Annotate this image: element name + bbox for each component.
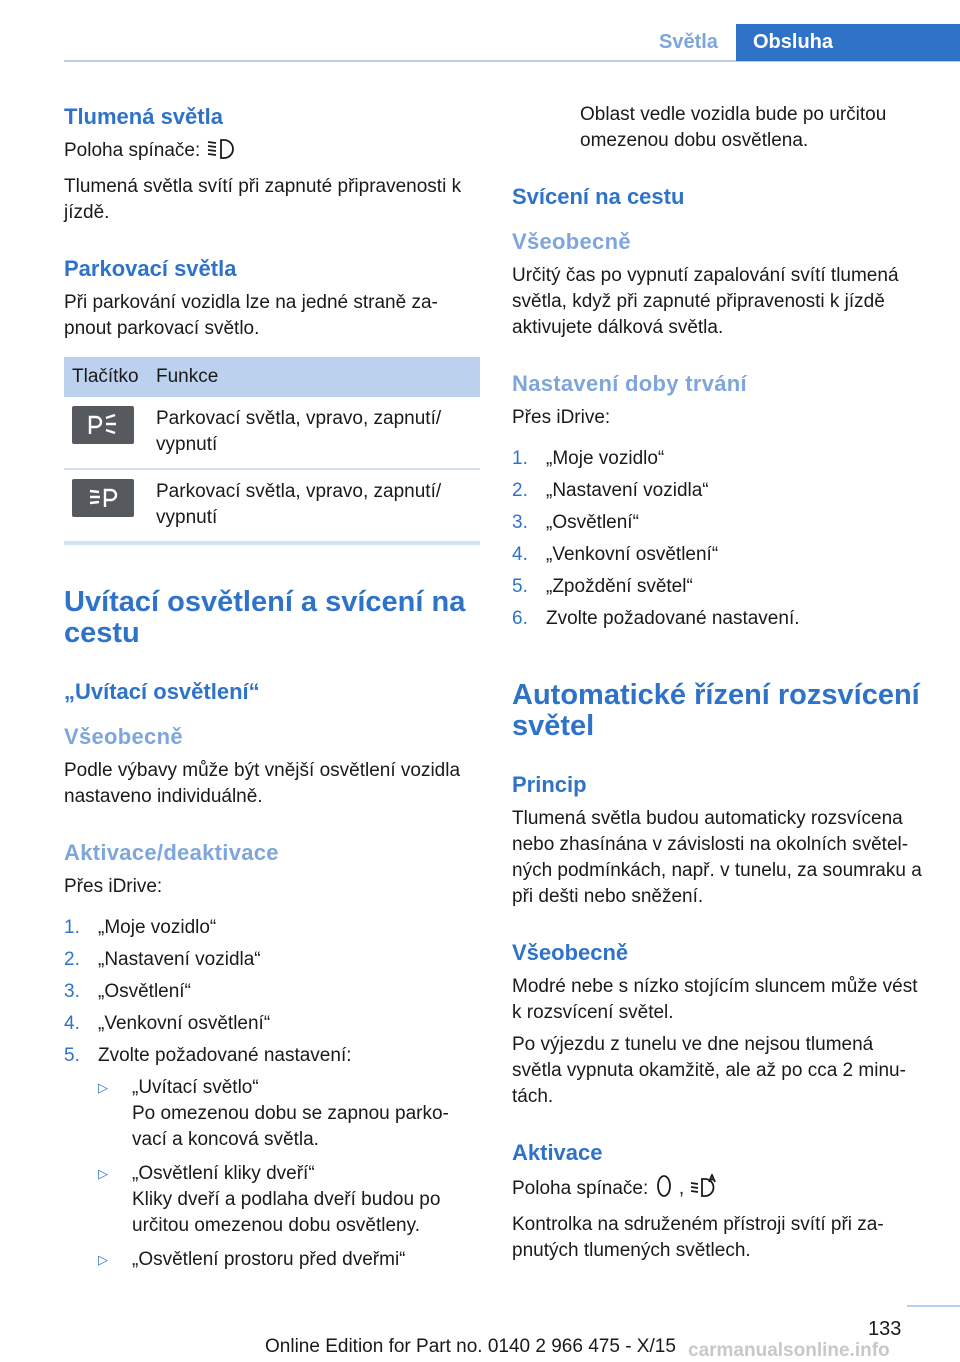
table-header-function: Funkce xyxy=(148,357,480,397)
duration-via: Přes iDrive: xyxy=(512,407,611,428)
watermark: carmanualsonline.info xyxy=(688,1340,890,1361)
right-column xyxy=(512,102,924,1264)
dipped-text: Tlumená světla svítí při zapnuté připravenosti k jízdě. xyxy=(64,176,462,223)
auto-general-text-1: Modré nebe s nízko stojícím sluncem může vést k rozsvícení světel. xyxy=(512,976,918,1023)
path-general-title: Všeobecně xyxy=(512,229,631,254)
dipped-switch: Poloha spínače: xyxy=(64,138,480,168)
auto-general-title: Všeobecně xyxy=(512,940,629,965)
left-column xyxy=(64,102,480,1281)
parking-function-table xyxy=(64,357,480,545)
auto-activation-title: Aktivace xyxy=(512,1140,603,1165)
dipped-beam-icon xyxy=(206,138,234,168)
list-item: ▷ „Uvítací světlo“ Po omezenou dobu se zapnou parko-vací a koncová světla. xyxy=(98,1077,449,1150)
welcome-title: Uvítací osvětlení a svícení na cestu xyxy=(64,586,466,649)
list-item: 5. Zvolte požadované nastavení: ▷ „Uvítací světlo“ Po omezenou dobu se zapnou parko-vací a koncová světla. ▷ „Osvětlení kliky dveří“ Kliky dveří a podlaha dveří budou po určitou omezenou dobu osvětleny. ▷ „Osvětlení prostoru před dveřmi“ xyxy=(64,1043,480,1273)
continued-text: Oblast vedle vozidla bude po určitou omezenou dobu osvětlena. xyxy=(580,104,887,151)
page-number: 133 xyxy=(868,1318,902,1340)
list-item: ▷ „Osvětlení kliky dveří“ Kliky dveří a podlaha dveří budou po určitou omezenou dobu osvětleny. xyxy=(98,1163,441,1236)
list-item: 4. „Venkovní osvětlení“ xyxy=(64,1013,271,1034)
activation-steps xyxy=(64,915,480,1273)
list-item: 3. „Osvětlení“ xyxy=(64,981,191,1002)
dipped-title: Tlumená světla xyxy=(64,104,223,129)
principle-title: Princip xyxy=(512,772,587,797)
duration-title: Nastavení doby trvání xyxy=(512,371,747,396)
triangle-bullet-icon: ▷ xyxy=(98,1080,108,1095)
parking-light-left-button-icon xyxy=(72,479,134,517)
auto-general-text-2: Po výjezdu z tunelu ve dne nejsou tlumená světla vypnuta okamžitě, ale až po cca 2 minu-tách. xyxy=(512,1034,906,1107)
activation-via: Přes iDrive: xyxy=(64,876,163,897)
edition-footer: Online Edition for Part no. 0140 2 966 475 - X/15 xyxy=(265,1336,676,1357)
activation-title: Aktivace/deaktivace xyxy=(64,840,279,865)
table-header-button: Tlačítko xyxy=(64,357,148,397)
parking-text: Při parkování vozidla lze na jedné straně za-pnout parkovací světlo. xyxy=(64,292,438,339)
table-cell-function: Parkovací světla, vpravo, zapnutí/ vypnutí xyxy=(148,469,480,543)
principle-text: Tlumená světla budou automaticky rozsvícena nebo zhasínána v závislosti na okolních světel-ných podmínkách, např. v tunelu, za soumraku a při dešti nebo sněžení. xyxy=(512,808,922,907)
header-chapter-tab: Obsluha xyxy=(736,24,960,61)
auto-title: Automatické řízení rozsvícení světel xyxy=(512,679,920,742)
auto-switch: Poloha spínače: , xyxy=(512,1174,924,1206)
welcome-general-title: Všeobecně xyxy=(64,724,183,749)
triangle-bullet-icon: ▷ xyxy=(98,1252,108,1267)
list-item: 6. Zvolte požadované nastavení. xyxy=(512,608,800,629)
table-cell-function: Parkovací světla, vpravo, zapnutí/ vypnutí xyxy=(148,397,480,469)
triangle-bullet-icon: ▷ xyxy=(98,1166,108,1181)
auto-activation-text: Kontrolka na sdruženém přístroji svítí při za-pnutých tlumených světlech. xyxy=(512,1214,884,1261)
list-item: 1. „Moje vozidlo“ xyxy=(512,448,665,469)
path-title: Svícení na cestu xyxy=(512,184,685,209)
switch-off-position-icon xyxy=(654,1174,674,1206)
list-item: 1. „Moje vozidlo“ xyxy=(64,917,217,938)
activation-sub-options xyxy=(98,1075,480,1273)
list-item: 4. „Venkovní osvětlení“ xyxy=(512,544,719,565)
list-item: 2. „Nastavení vozidla“ xyxy=(64,949,261,970)
duration-steps xyxy=(512,446,924,632)
list-item: 3. „Osvětlení“ xyxy=(512,512,639,533)
list-item: 5. „Zpoždění světel“ xyxy=(512,576,693,597)
list-item: ▷ „Osvětlení prostoru před dveřmi“ xyxy=(98,1247,480,1273)
parking-title: Parkovací světla xyxy=(64,256,237,281)
parking-light-right-button-icon xyxy=(72,406,134,444)
table-row xyxy=(64,397,480,469)
welcome-subtitle: „Uvítací osvětlení“ xyxy=(64,679,260,704)
bottom-rule xyxy=(907,1305,960,1307)
list-item: 2. „Nastavení vozidla“ xyxy=(512,480,709,501)
table-row xyxy=(64,469,480,543)
welcome-general-text: Podle výbavy může být vnější osvětlení vozidla nastaveno individuálně. xyxy=(64,760,461,807)
header-section: Světla xyxy=(659,31,718,53)
auto-headlight-icon xyxy=(689,1174,719,1206)
path-general-text: Určitý čas po vypnutí zapalování svítí tlumená světla, když při zapnuté připravenosti k jízdě aktivujete dálková světla. xyxy=(512,265,899,338)
